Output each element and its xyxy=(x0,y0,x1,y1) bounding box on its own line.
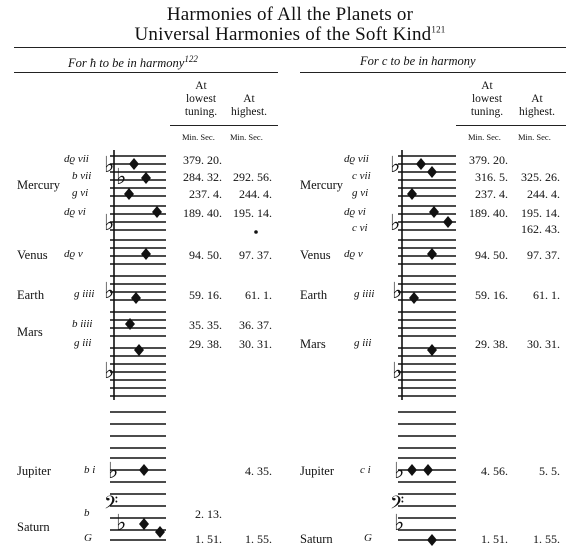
right-unit-highest: Min. Sec. xyxy=(518,132,551,142)
left-planet-jupiter: Jupiter xyxy=(17,464,52,478)
left-highest-2: 244. 4. xyxy=(239,187,272,201)
left-planet-mars: Mars xyxy=(17,325,43,339)
svg-text:♭: ♭ xyxy=(392,359,403,384)
svg-text:𝄢: 𝄢 xyxy=(390,493,405,518)
right-highest-8: 5. 5. xyxy=(539,464,560,478)
left-highest-4: 97. 37. xyxy=(239,248,272,262)
svg-text:♭: ♭ xyxy=(390,153,401,178)
right-note-4: dϱ vi xyxy=(344,206,366,218)
left-planet-mercury: Mercury xyxy=(17,178,61,192)
left-note-6: g iiii xyxy=(74,288,95,300)
left-lowest-2: 284. 32. xyxy=(183,170,222,184)
left-planet-earth: Earth xyxy=(17,288,45,302)
right-planet-saturn: Saturn xyxy=(300,532,333,546)
left-planet-saturn: Saturn xyxy=(17,520,50,534)
left-note-11: G xyxy=(84,532,92,544)
right-lowest-4: 189. 40. xyxy=(469,206,508,220)
left-lowest-8: 29. 38. xyxy=(189,337,222,351)
right-note-10: G xyxy=(364,532,372,544)
left-dot-mark xyxy=(254,230,258,234)
right-section-heading: For c to be in harmony xyxy=(360,54,476,68)
left-note-8: g iii xyxy=(74,337,92,349)
left-highest-3: 195. 14. xyxy=(233,206,272,220)
title-footnote-mark: 121 xyxy=(431,24,446,35)
left-note-10: b xyxy=(84,507,90,519)
svg-text:♭: ♭ xyxy=(116,165,127,190)
right-note-2: c vii xyxy=(352,170,371,182)
left-lowest-6: 59. 16. xyxy=(189,288,222,302)
right-lowest-8: 4. 56. xyxy=(481,464,508,478)
left-highest-8: 4. 35. xyxy=(245,464,272,478)
left-highest-6: 36. 37. xyxy=(239,318,272,332)
left-lowest-10: 1. 51. xyxy=(195,532,222,546)
right-planet-mercury: Mercury xyxy=(300,178,344,192)
svg-text:♭: ♭ xyxy=(394,459,405,484)
left-highest-1: 292. 56. xyxy=(233,170,272,184)
left-note-5: dϱ v xyxy=(64,248,83,260)
left-highest-5: 61. 1. xyxy=(245,288,272,302)
page-subtitle: Universal Harmonies of the Soft Kind$^{121}$ xyxy=(134,24,446,45)
svg-text:♭: ♭ xyxy=(104,153,115,178)
left-note-1: dϱ vii xyxy=(64,153,89,165)
right-notes xyxy=(407,158,453,546)
right-planet-jupiter: Jupiter xyxy=(300,464,335,478)
right-note-1: dϱ vii xyxy=(344,153,369,165)
right-col-highest-header: At highest. xyxy=(518,93,556,118)
right-note-3: g vi xyxy=(352,187,369,199)
right-unit-lowest: Min. Sec. xyxy=(468,132,501,142)
right-highest-1: 325. 26. xyxy=(521,170,560,184)
page-title: Harmonies of All the Planets or xyxy=(166,4,414,25)
svg-text:♭: ♭ xyxy=(104,279,115,304)
right-lowest-6: 59. 16. xyxy=(475,288,508,302)
left-highest-7: 30. 31. xyxy=(239,337,272,351)
svg-text:♭: ♭ xyxy=(116,511,127,536)
right-planet-mars: Mars xyxy=(300,337,326,351)
left-unit-lowest: Min. Sec. xyxy=(182,132,215,142)
left-highest-9: 1. 55. xyxy=(245,532,272,546)
right-col-lowest-header: At lowest tuning. xyxy=(470,80,504,118)
left-lowest-9: 2. 13. xyxy=(195,507,222,521)
left-section-heading: For ħ to be in harmony$^{122}$ xyxy=(68,54,198,71)
right-lowest-9: 1. 51. xyxy=(481,532,508,546)
right-lowest-7: 29. 38. xyxy=(475,337,508,351)
left-note-2: b vii xyxy=(72,170,92,182)
right-highest-5: 97. 37. xyxy=(527,248,560,262)
right-note-9: c i xyxy=(360,464,371,476)
right-lowest-3: 237. 4. xyxy=(475,187,508,201)
right-note-7: g iiii xyxy=(354,288,375,300)
svg-text:𝄢: 𝄢 xyxy=(104,493,119,518)
svg-text:♭: ♭ xyxy=(108,459,119,484)
left-unit-highest: Min. Sec. xyxy=(230,132,263,142)
right-planet-earth: Earth xyxy=(300,288,328,302)
right-lowest-5: 94. 50. xyxy=(475,248,508,262)
right-highest-4: 162. 43. xyxy=(521,222,560,236)
right-lowest-1: 379. 20. xyxy=(469,153,508,167)
left-note-9: b i xyxy=(84,464,96,476)
right-planet-venus: Venus xyxy=(300,248,331,262)
right-highest-9: 1. 55. xyxy=(533,532,560,546)
left-note-4: dϱ vi xyxy=(64,206,86,218)
right-highest-2: 244. 4. xyxy=(527,187,560,201)
svg-text:♭: ♭ xyxy=(104,359,115,384)
right-lowest-2: 316. 5. xyxy=(475,170,508,184)
svg-text:♭: ♭ xyxy=(104,211,115,236)
svg-text:♭: ♭ xyxy=(390,211,401,236)
left-lowest-5: 94. 50. xyxy=(189,248,222,262)
left-lowest-3: 237. 4. xyxy=(189,187,222,201)
right-staff-lines xyxy=(398,156,456,540)
right-note-6: dϱ v xyxy=(344,248,363,260)
left-col-lowest-header: At lowest tuning. xyxy=(184,80,218,118)
right-note-5: c vi xyxy=(352,222,368,234)
svg-text:♭: ♭ xyxy=(394,511,405,536)
left-note-3: g vi xyxy=(72,187,89,199)
left-lowest-4: 189. 40. xyxy=(183,206,222,220)
right-highest-6: 61. 1. xyxy=(533,288,560,302)
left-lowest-7: 35. 35. xyxy=(189,318,222,332)
left-planet-venus: Venus xyxy=(17,248,48,262)
left-lowest-1: 379. 20. xyxy=(183,153,222,167)
left-note-7: b iiii xyxy=(72,318,93,330)
right-highest-7: 30. 31. xyxy=(527,337,560,351)
left-col-highest-header: At highest. xyxy=(230,93,268,118)
right-note-8: g iii xyxy=(354,337,372,349)
right-highest-3: 195. 14. xyxy=(521,206,560,220)
svg-text:♭: ♭ xyxy=(392,279,403,304)
